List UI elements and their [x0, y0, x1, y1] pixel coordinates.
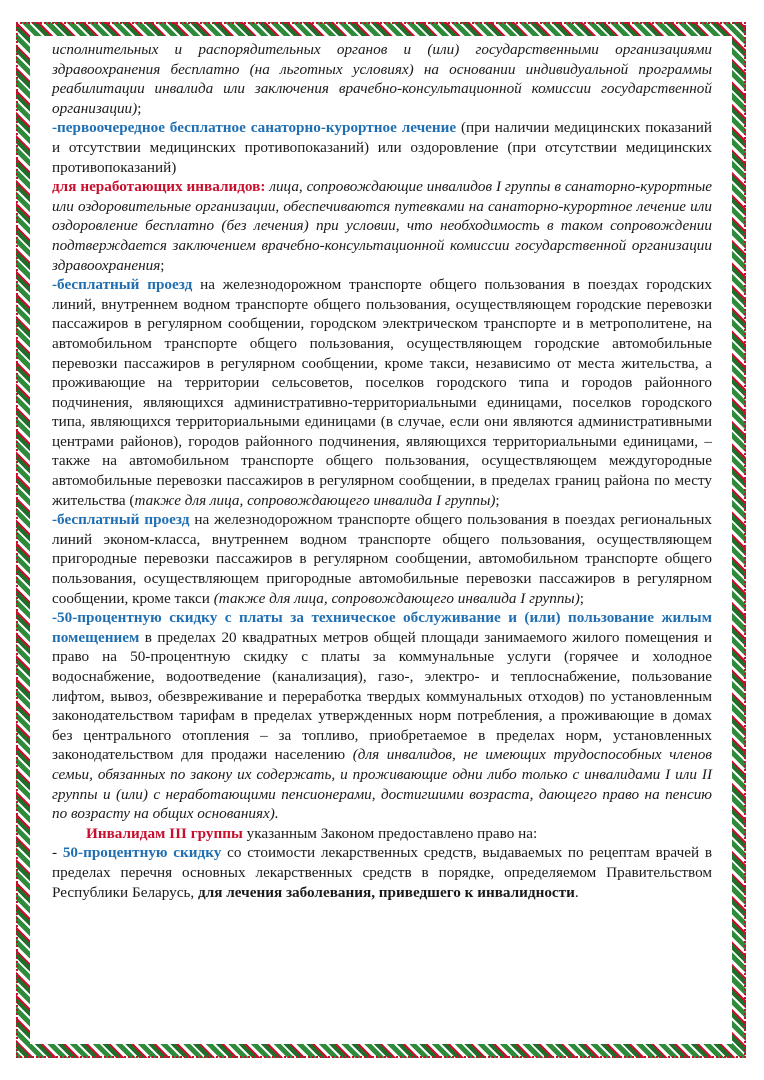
paragraph-sanatorium: -первоочередное бесплатное санаторно-курортное лечение (при наличии медицинских показаний и отсутствии медицинских противопоказаний) или оздоровление (при отсутствии медицинских противопоказаний) — [52, 119, 712, 176]
benefit-heading: -бесплатный проезд — [52, 511, 190, 529]
document-body — [52, 40, 712, 902]
paragraph-free-city-travel: -бесплатный проезд на железнодорожном транспорте общего пользования в поездах городских линий, внутреннем водном транспорте общего пользования, осуществляющем городские перевозки пассажиров в регулярном сообщении, городском электрическом транспорте и в метрополитене, на автомобильном транспорте общего пользования, осуществляющем городские автомобильные перевозки пассажиров в регулярном сообщении, кроме такси, независимо от места жительства, а проживающие на территории сельсоветов, поселков городского типа и городов районного подчинения, являющихся административно-территориальными единицами, поселков городского типа, являющихся территориальными единицами (в случае, если они являются административными центрами районов), городов районного подчинения, являющихся территориальными единицами, – также на автомобильном транспорте общего пользования, осуществляющем междугородные автомобильные перевозки пассажиров в регулярном сообщении, в пределах границ района по месту жительства (также для лица, сопровождающего инвалида I группы); — [52, 276, 712, 509]
benefit-heading: 50-процентную скидку — [62, 844, 222, 862]
benefit-heading: -50-процентную скидку с платы за техническое обслуживание и (или) пользование жилым помещением — [52, 609, 712, 646]
group-heading: Инвалидам III группы — [86, 824, 243, 842]
paragraph-nonworking: для неработающих инвалидов: лица, сопровождающие инвалидов I группы в санаторно-курортные или оздоровительные организации, обеспечиваются путевками на санаторно-курортное лечение или оздоровление бесплатно (без лечения) при условии, что необходимость в таком сопровождении подтверждается заключением врачебно-консультационной комиссии государственной организации здравоохранения; — [52, 178, 713, 274]
benefit-heading: -первоочередное бесплатное санаторно-курортное лечение — [52, 119, 457, 137]
paragraph-housing-discount: -50-процентную скидку с платы за техническое обслуживание и (или) пользование жилым помещением в пределах 20 квадратных метров общей площади занимаемого жилого помещения и право на 50-процентную скидку с платы за коммунальные услуги (горячее и холодное водоснабжение, водоотведение (канализация), газо-, электро- и теплоснабжение, пользование лифтом, вывоз, обезвреживание и переработка твердых коммунальных отходов) по установленным законодательством тарифам в пределах утвержденных норм потребления, а проживающие в домах без центрального отопления – за топливо, приобретаемое в пределах норм, установленных законодательством для продажи населению (для инвалидов, не имеющих трудоспособных членов семьи, обязанных по закону их содержать, и проживающие одни либо только с инвалидами I или II группы и (или) с неработающими пенсионерами, достигшими возраста, дающего право на пенсию по возрасту на общих основаниях). — [52, 609, 712, 823]
group-heading: для неработающих инвалидов: — [52, 178, 266, 196]
paragraph-medicine-discount: - 50-процентную скидку со стоимости лекарственных средств, выдаваемых по рецептам врачей в пределах перечня основных лекарственных средств в порядке, определяемом Правительством Республики Беларусь, для лечения заболевания, приведшего к инвалидности. — [52, 844, 713, 901]
paragraph-rehab-continuation: исполнительных и распорядительных органов и (или) государственными организациями здравоохранения бесплатно (на льготных условиях) на основании индивидуальной программы реабилитации инвалида или заключения врачебно-консультационной комиссии государственной организации); — [52, 41, 712, 117]
benefit-heading: -бесплатный проезд — [52, 276, 193, 294]
paragraph-group-three: Инвалидам III группы указанным Законом предоставлено право на: — [86, 824, 538, 842]
paragraph-free-regional-travel: -бесплатный проезд на железнодорожном транспорте общего пользования в поездах региональных линий эконом-класса, внутреннем водном транспорте общего пользования, осуществляющем пригородные перевозки пассажиров в регулярном сообщении, автомобильном транспорте общего пользования, осуществляющем пригородные автомобильные перевозки пассажиров в регулярном сообщении, кроме такси (также для лица, сопровождающего инвалида I группы); — [52, 511, 713, 607]
